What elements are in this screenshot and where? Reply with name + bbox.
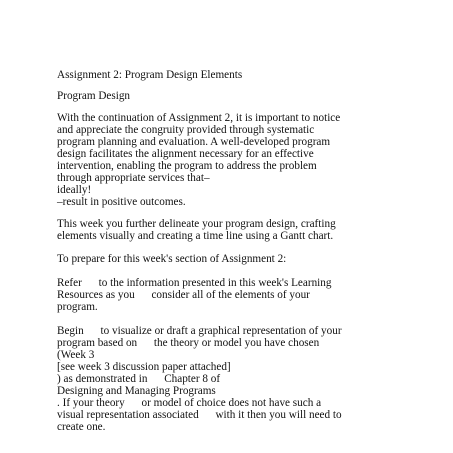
paragraph-line: visual representation associated with it then you will need to <box>57 409 342 421</box>
paragraph-line: Resources as you consider all of the elements of your <box>57 289 310 301</box>
section-heading: Program Design <box>57 90 131 102</box>
paragraph-line: ) as demonstrated in Chapter 8 of <box>57 373 221 385</box>
paragraph-line: To prepare for this week's section of Assignment 2: <box>57 253 287 265</box>
paragraph-line: Designing and Managing Programs <box>57 385 216 397</box>
paragraph-line: design facilitates the alignment necessary for an effective <box>57 148 314 160</box>
paragraph-line: Refer to the information presented in this week's Learning <box>57 277 332 289</box>
paragraph-line: (Week 3 <box>57 349 95 361</box>
paragraph-line: elements visually and creating a time line using a Gantt chart. <box>57 230 334 242</box>
document-title: Assignment 2: Program Design Elements <box>57 69 243 81</box>
paragraph-line: With the continuation of Assignment 2, it is important to notice <box>57 112 341 124</box>
paragraph-line: This week you further delineate your program design, crafting <box>57 218 336 230</box>
paragraph-line: [see week 3 discussion paper attached] <box>57 361 231 373</box>
paragraph-line: ideally! <box>57 184 92 196</box>
paragraph-line: intervention, enabling the program to address the problem <box>57 160 317 172</box>
paragraph-line: through appropriate services that– <box>57 172 210 184</box>
paragraph-line: program based on the theory or model you have chosen <box>57 337 320 349</box>
paragraph-line: –result in positive outcomes. <box>57 196 186 208</box>
paragraph-line: . If your theory or model of choice does not have such a <box>57 397 322 409</box>
paragraph-line: Begin to visualize or draft a graphical representation of your <box>57 325 342 337</box>
paragraph-line: and appreciate the congruity provided through systematic <box>57 124 315 136</box>
paragraph-line: create one. <box>57 421 106 433</box>
paragraph-line: program. <box>57 301 98 313</box>
paragraph-line: program planning and evaluation. A well-developed program <box>57 136 331 148</box>
